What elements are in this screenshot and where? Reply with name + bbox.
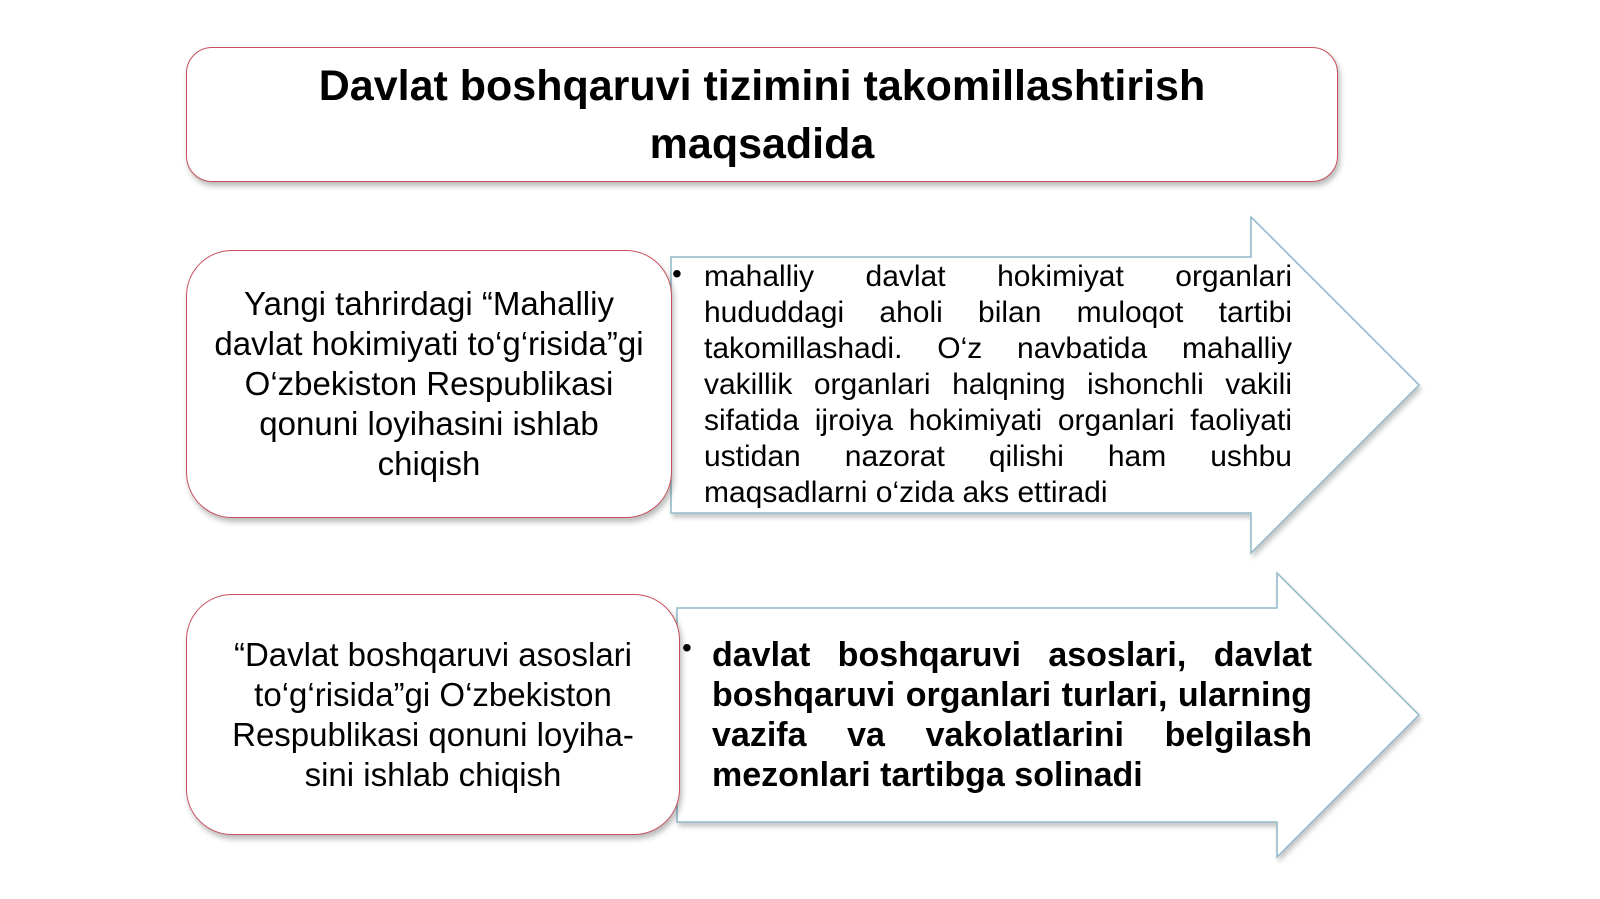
left-box-2 xyxy=(186,594,680,835)
bullet-2: • xyxy=(682,632,692,663)
title-box xyxy=(186,47,1338,182)
bullet-1: • xyxy=(672,258,682,289)
title-text: Davlat boshqaruvi tizimini takomillashtirish maqsadida xyxy=(318,61,1206,168)
left-box-1-text: Yangi tahrirdagi “Mahalliy davlat hokimiyati to‘g‘risida”gi O‘zbekiston Respublikasi qonuni loyihasini ishlab chiqish xyxy=(214,285,644,482)
left-box-1 xyxy=(186,250,672,518)
arrow-text-2: davlat boshqaruvi asoslari, davlat boshqaruvi organlari turlari, ularning vazifa va vakolatlarini belgilash mezonlari tartibga solinadi xyxy=(712,636,1312,794)
arrow-text-1: mahalliy davlat hokimiyat organlari hududdagi aholi bilan muloqot tartibi takomillashadi. O‘z navbatida mahalliy vakillik organlari halqning ishonchli vakili sifatida ijroiya hokimiyati organlari faoliyati ustidan nazorat qilishi ham ushbu maqsadlarni o‘zida aks ettiradi xyxy=(704,260,1292,509)
left-box-2-text: “Davlat boshqaruvi asoslari to‘g‘risida”gi O‘zbekiston Respublikasi qonuni loyiha-sini ishlab chiqish xyxy=(232,635,634,793)
